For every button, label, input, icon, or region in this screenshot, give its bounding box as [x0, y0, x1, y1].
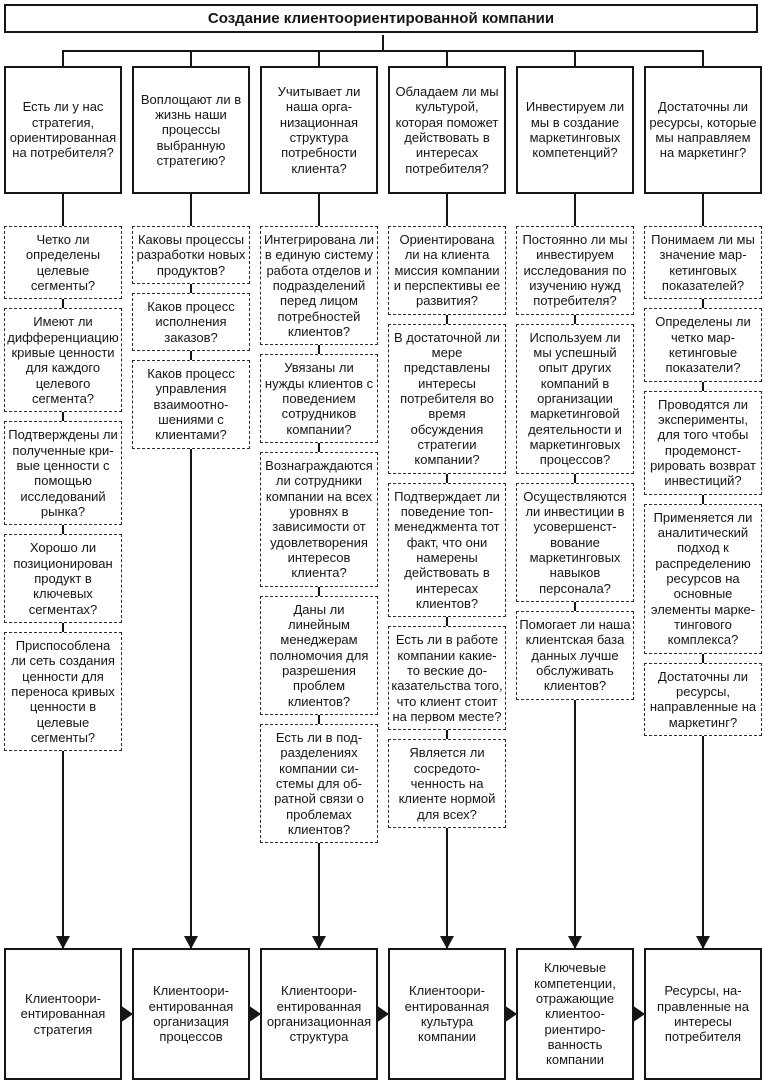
right-arrow: [376, 1005, 389, 1023]
link-line: [574, 474, 576, 483]
link-line: [62, 623, 64, 632]
link-line: [574, 602, 576, 611]
down-arrow: [62, 751, 64, 948]
down-arrow: [446, 828, 448, 948]
question-box: Даны ли линейным менеджерам полномочия для разрешения проблем клиентов?: [260, 596, 378, 715]
question-box: Есть ли в подразделениях компании системы для обратной связи о проблемах клиентов?: [260, 724, 378, 843]
question-box: Используем ли мы успешный опыт других компаний в организации маркетинговой деятельности и маркетинговых процессов?: [516, 324, 634, 474]
question-box: Каков процесс исполнения заказов?: [132, 293, 250, 351]
link-line: [702, 654, 704, 663]
right-arrow: [632, 1005, 645, 1023]
header-question-4: Обладаем ли мы культурой, которая поможет действовать в интересах потребителя?: [388, 66, 506, 194]
link-line: [446, 474, 448, 483]
result-box-2: Клиентоориентированная организация процессов: [132, 948, 250, 1080]
question-box: Является ли сосредоточенность на клиенте нормой для всех?: [388, 739, 506, 828]
link-line: [62, 525, 64, 534]
header-question-2: Воплощают ли в жизнь наши процессы выбранную стратегию?: [132, 66, 250, 194]
column-2-chain: [132, 194, 250, 948]
link-line: [446, 315, 448, 324]
header-question-3: Учитывает ли наша организационная структура потребности клиента?: [260, 66, 378, 194]
column-6-chain: [644, 194, 762, 948]
link-line: [446, 617, 448, 626]
result-box-5: Ключевые компетенции, отражающие клиентоориентированность компании: [516, 948, 634, 1080]
question-box: Определены ли четко маркетинговые показатели?: [644, 308, 762, 381]
connector-stub-3: [318, 50, 320, 66]
link-line: [318, 715, 320, 724]
connector-stub-2: [190, 50, 192, 66]
link-line: [318, 345, 320, 354]
question-box: Хорошо ли позиционирован продукт в ключевых сегментах?: [4, 534, 122, 623]
column-3-chain: [260, 194, 378, 948]
link-line: [318, 194, 320, 226]
question-box: Применяется ли аналитический подход к распределению ресурсов на основные элементы маркетингового комплекса?: [644, 504, 762, 654]
question-box: Понимаем ли мы значение маркетинговых показателей?: [644, 226, 762, 299]
link-line: [318, 587, 320, 596]
link-line: [62, 194, 64, 226]
question-box: Подтверждены ли полученные кривые ценности с помощью исследований рынка?: [4, 421, 122, 525]
column-5-chain: [516, 194, 634, 948]
diagram-title: Создание клиентоориентированной компании: [4, 4, 758, 33]
link-line: [318, 443, 320, 452]
down-arrow: [190, 449, 192, 948]
question-box: Подтверждает ли поведение топ-менеджмента тот факт, что они намерены действовать в интересах клиентов?: [388, 483, 506, 618]
link-line: [702, 299, 704, 308]
header-question-5: Инвестируем ли мы в создание маркетинговых компетенций?: [516, 66, 634, 194]
connector-stub-4: [446, 50, 448, 66]
question-box: Увязаны ли нужды клиентов с поведением сотрудников компании?: [260, 354, 378, 443]
link-line: [62, 299, 64, 308]
link-line: [702, 382, 704, 391]
header-question-1: Есть ли у нас стратегия, ориентированная на потребителя?: [4, 66, 122, 194]
question-region: [4, 194, 762, 948]
header-question-6: Достаточны ли ресурсы, которые мы направляем на маркетинг?: [644, 66, 762, 194]
right-arrow: [504, 1005, 517, 1023]
link-line: [702, 194, 704, 226]
link-line: [62, 412, 64, 421]
question-box: Каков процесс управления взаимоотношениями с клиентами?: [132, 360, 250, 449]
connector-stub-6: [702, 50, 704, 66]
question-box: Вознаграждаются ли сотрудники компании на всех уровнях в зависимости от удовлетворения интересов клиента?: [260, 452, 378, 587]
result-box-1: Клиентоориентированная стратегия: [4, 948, 122, 1080]
question-box: Постоянно ли мы инвестируем исследования по изучению нужд потребителя?: [516, 226, 634, 315]
question-box: Приспособлена ли сеть создания ценности для переноса кривых ценности в целевые сегменты?: [4, 632, 122, 751]
connector-distributor: [62, 50, 704, 52]
connector-title-drop: [382, 35, 384, 51]
question-box: В достаточной ли мере представлены интересы потребителя во время обсуждения стратегии компании?: [388, 324, 506, 474]
question-box: Осуществляются ли инвестиции в усовершенствование маркетинговых навыков персонала?: [516, 483, 634, 602]
question-box: Интегрирована ли в единую систему работа отделов и подразделений перед лицом потребностей клиентов?: [260, 226, 378, 345]
question-box: Ориентирована ли на клиента миссия компании и перспективы ее развития?: [388, 226, 506, 315]
down-arrow: [318, 843, 320, 948]
connector-stub-5: [574, 50, 576, 66]
down-arrow: [574, 700, 576, 948]
column-1-chain: [4, 194, 122, 948]
result-box-4: Клиентоориентированная культура компании: [388, 948, 506, 1080]
result-box-3: Клиентоориентированная организационная структура: [260, 948, 378, 1080]
link-line: [446, 730, 448, 739]
question-box: Проводятся ли эксперименты, для того чтобы продемонстрировать возврат инвестиций?: [644, 391, 762, 495]
question-box: Каковы процессы разработки новых продуктов?: [132, 226, 250, 284]
link-line: [574, 315, 576, 324]
down-arrow: [702, 736, 704, 948]
column-4-chain: [388, 194, 506, 948]
link-line: [190, 284, 192, 293]
header-row: [4, 66, 762, 194]
right-arrow: [248, 1005, 261, 1023]
connector-stub-1: [62, 50, 64, 66]
question-box: Достаточны ли ресурсы, направленные на маркетинг?: [644, 663, 762, 736]
link-line: [190, 194, 192, 226]
right-arrow: [120, 1005, 133, 1023]
question-box: Имеют ли дифференциацию кривые ценности для каждого целевого сегмента?: [4, 308, 122, 412]
link-line: [446, 194, 448, 226]
question-box: Четко ли определены целевые сегменты?: [4, 226, 122, 299]
question-box: Помогает ли наша клиентская база данных лучше обслуживать клиентов?: [516, 611, 634, 700]
link-line: [574, 194, 576, 226]
result-box-6: Ресурсы, направленные на интересы потребителя: [644, 948, 762, 1080]
question-box: Есть ли в работе компании какие-то веские доказательства того, что клиент стоит на первом месте?: [388, 626, 506, 730]
link-line: [190, 351, 192, 360]
link-line: [702, 495, 704, 504]
